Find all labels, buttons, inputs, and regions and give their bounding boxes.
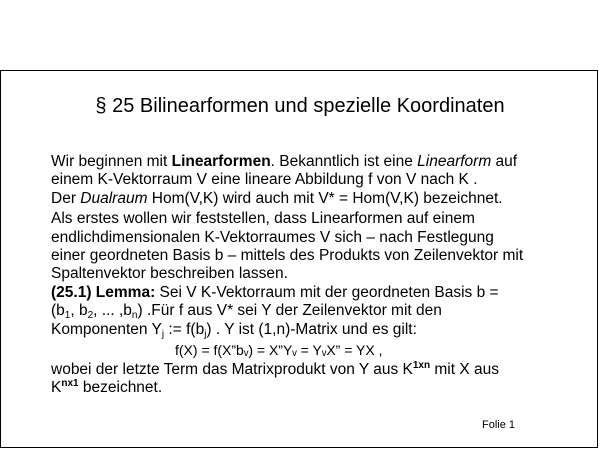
lemma-line-1: (25.1) Lemma: Sei V K-Vektorraum mit der geordneten Basis b = — [51, 283, 499, 301]
slide-title: § 25 Bilinearformen und spezielle Koordinaten — [95, 95, 505, 117]
term-dualraum: Dualraum — [80, 189, 148, 207]
paragraph-2-line-4: Spaltenvektor beschreiben lassen. — [51, 265, 288, 283]
paragraph-1-line-3: Der Dualraum Hom(V,K) wird auch mit V* = Hom(V,K) bezeichnet. — [51, 189, 503, 207]
lemma-line-6: $K^{nx1}$ bezeichnet. — [51, 378, 163, 397]
slide-number: Folie 1 — [482, 419, 516, 431]
slide-body — [51, 153, 581, 398]
paragraph-2-line-1: Als erstes wollen wir feststellen, dass Linearformen auf einem — [51, 210, 475, 228]
paragraph-1-line-1: Wir beginnen mit Linearformen. Bekanntlich ist eine Linearform auf — [51, 153, 518, 170]
lemma-formula: f(X) = f(X”bᵥ) = X”Yᵥ = YᵥX” = YX , — [175, 341, 383, 358]
lemma-line-5: wobei der letzte Term das Matrixprodukt von Y aus $K^{1xn}$ mit X aus — [51, 359, 500, 378]
lemma-line-3: Komponenten $Y_j$ := $f(b_j)$ . Y ist (1,n)-Matrix und es gilt: — [51, 320, 417, 340]
term-linearform: Linearform — [417, 153, 492, 170]
term-linearformen: Linearformen — [171, 153, 271, 170]
lemma-label: (25.1) Lemma: — [51, 283, 156, 301]
paragraph-2-line-2: endlichdimensionalen K-Vektorraumes V sich – nach Festlegung — [51, 228, 494, 246]
lemma-line-2: ($b_1$, $b_2$, ... $,b_n$) .Für f aus V* sei Y der Zeilenvektor mit den — [51, 302, 442, 322]
paragraph-2-line-3: einer geordneten Basis b – mittels des Produkts von Zeilenvektor mit — [51, 246, 524, 264]
paragraph-1-line-2: einem K-Vektorraum V eine lineare Abbildung f von V nach K . — [51, 171, 478, 189]
